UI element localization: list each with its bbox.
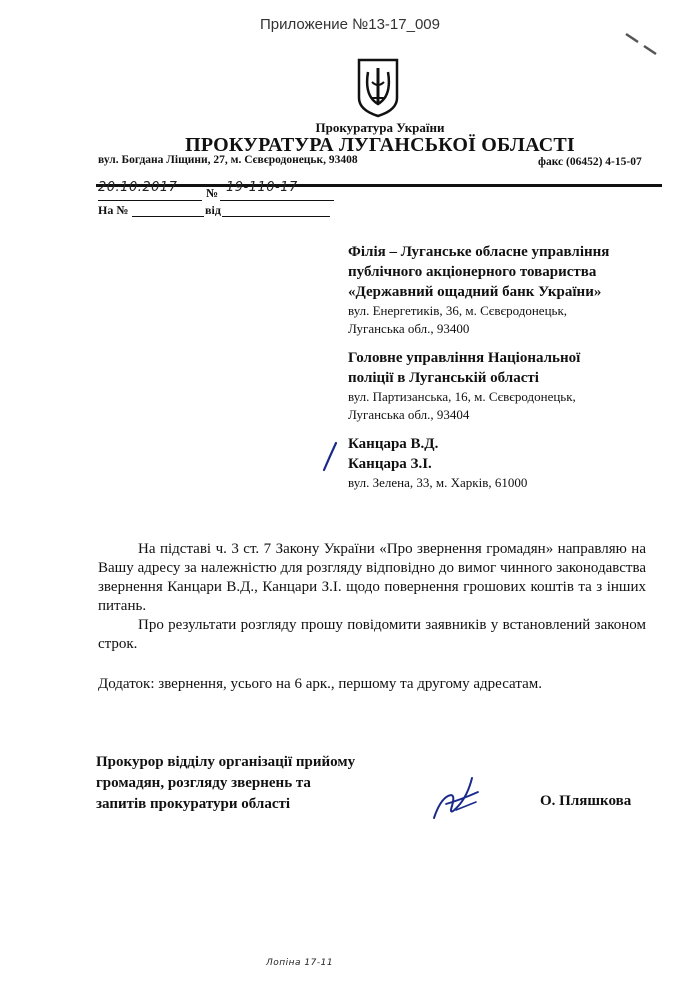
outgoing-date: 20.10.2017 [98, 180, 178, 195]
recipient-name: Канцара З.І. [348, 456, 432, 472]
reference-date-line [222, 216, 330, 217]
recipient-address: вул. Енергетиків, 36, м. Сєвєродонецьк, [348, 303, 568, 318]
recipient-name: Канцара В.Д. [348, 436, 439, 452]
reference-date-label: від [205, 203, 221, 217]
header-divider [96, 184, 662, 187]
outgoing-number-label: № [206, 186, 219, 200]
recipient-address: Луганська обл., 93404 [348, 407, 470, 422]
recipient-name: поліції в Луганській області [348, 370, 539, 386]
reference-number-label: На № [98, 203, 129, 217]
handwritten-check-icon [318, 440, 340, 474]
signatory-name: О. Пляшкова [540, 793, 632, 809]
number-underline [220, 200, 334, 201]
org-fax: факс (06452) 4-15-07 [538, 156, 642, 168]
outgoing-number: 19-110-17 [226, 180, 298, 195]
org-title: ПРОКУРАТУРА ЛУГАНСЬКОЇ ОБЛАСТІ [185, 134, 575, 156]
annex-label: Приложение №13-17_009 [260, 16, 440, 33]
date-underline [98, 200, 202, 201]
scan-mark [622, 30, 662, 60]
recipient-block [348, 348, 658, 424]
reference-number-line [132, 216, 204, 217]
recipient-name: «Державний ощадний банк України» [348, 284, 602, 300]
recipient-name: Головне управління Національної [348, 350, 581, 366]
recipient-address: вул. Зелена, 33, м. Харків, 61000 [348, 475, 528, 490]
trident-emblem-icon [356, 58, 400, 118]
signatory-title-line: громадян, розгляду звернень та [96, 775, 311, 791]
signatory-title-line: Прокурор відділу організації прийому [96, 754, 356, 770]
org-address: вул. Богдана Ліщини, 27, м. Сєвєродонецьк, 93408 [98, 154, 358, 166]
executor-note: Лопіна 17-11 [266, 958, 334, 968]
recipient-name: Філія – Луганське обласне управління [348, 244, 610, 260]
signatory-title-line: запитів прокуратури області [96, 796, 291, 812]
org-subtitle: Прокуратура України [315, 120, 445, 135]
recipient-block [348, 434, 658, 492]
handwritten-signature [426, 770, 488, 826]
recipient-name: публічного акціонерного товариства [348, 264, 597, 280]
appendix-note: Додаток: звернення, усього на 6 арк., першому та другому адресатам. [98, 676, 542, 692]
body-paragraph: Про результати розгляду прошу повідомити заявників у встановлений законом строк. [98, 617, 646, 652]
signatory-title [96, 752, 355, 815]
letter-body [98, 540, 646, 654]
recipient-block [348, 242, 658, 338]
recipient-address: Луганська обл., 93400 [348, 321, 470, 336]
body-paragraph: На підставі ч. 3 ст. 7 Закону України «Про звернення громадян» направляю на Вашу адресу за належністю для розгляду відповідно до вимог чинного законодавства звернення Канцари В.Д., Канцари З.І. щодо повернення грошових коштів та з інших питань. [98, 541, 646, 614]
recipient-address: вул. Партизанська, 16, м. Сєвєродонецьк, [348, 389, 576, 404]
